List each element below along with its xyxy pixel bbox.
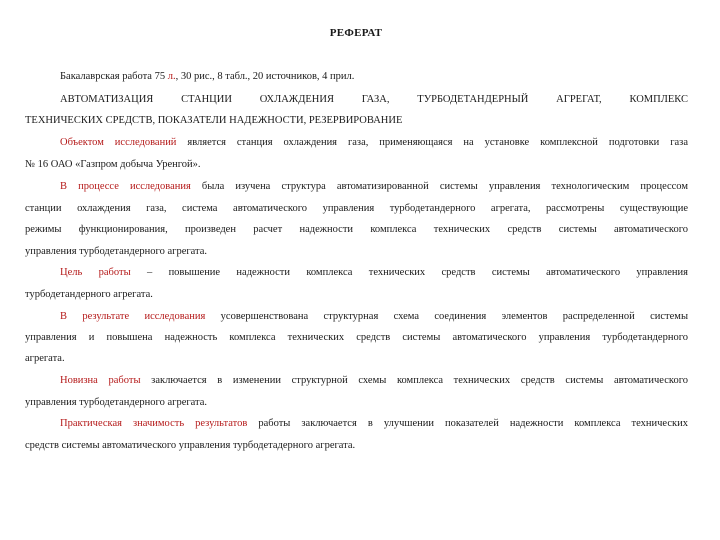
goal-text-1: – повышение надежности комплекса технических средств системы автоматического управления: [130, 267, 688, 278]
goal-paragraph-line-1: [60, 266, 688, 280]
result-text-1: усовершенствована структурная схема соединения элементов распределенной системы: [205, 311, 688, 322]
summary-rest: , 30 рис., 8 табл., 20 источников, 4 прил.: [175, 71, 355, 82]
object-label: Объектом исследований: [60, 137, 177, 148]
process-paragraph-line-1: [60, 180, 688, 194]
process-text-2: станции охлаждения газа, система автоматического управления турбодетандерного агрегата, рассмотрены существующие: [25, 203, 688, 214]
summary-line: [60, 70, 354, 84]
novelty-label: Новизна работы: [60, 375, 141, 386]
object-text-2: № 16 ОАО «Газпром добыча Уренгой».: [25, 159, 201, 170]
result-text-2: управления и повышена надежность комплекса технических средств системы автоматического управления турбодетандерного: [25, 332, 688, 343]
goal-text-2: турбодетандерного агрегата.: [25, 289, 153, 300]
result-paragraph-line-1: [60, 310, 688, 324]
keywords-line-1: АВТОМАТИЗАЦИЯ СТАНЦИИ ОХЛАЖДЕНИЯ ГАЗА, ТУРБОДЕТАНДЕРНЫЙ АГРЕГАТ, КОМПЛЕКС: [60, 94, 688, 105]
process-text-3: режимы функционирования, произведен расчет надежности комплекса технических средств системы автоматического: [25, 224, 688, 235]
novelty-paragraph-line-1: [60, 374, 688, 388]
practical-text-2: средств системы автоматического управления турбодетадерного агрегата.: [25, 440, 356, 451]
object-paragraph-line-1: [60, 136, 688, 150]
practical-text-1: работы заключается в улучшении показателей надежности комплекса технических: [247, 418, 688, 429]
summary-prefix: Бакалаврская работа 75: [60, 71, 168, 82]
object-text-1: является станция охлаждения газа, применяющаяся на установке комплексной подготовки газа: [176, 137, 688, 148]
result-text-3: агрегата.: [25, 353, 65, 364]
novelty-text-2: управления турбодетандерного агрегата.: [25, 397, 208, 408]
process-text-4: управления турбодетандерного агрегата.: [25, 246, 208, 257]
process-label: В процессе исследования: [60, 181, 191, 192]
practical-paragraph-line-1: [60, 417, 688, 431]
summary-pages: л.: [167, 71, 176, 82]
goal-label: Цель работы: [60, 267, 131, 278]
page-title: РЕФЕРАТ: [329, 27, 383, 39]
novelty-text-1: заключается в изменении структурной схемы комплекса технических средств системы автоматического: [140, 375, 688, 386]
practical-label: Практическая значимость результатов: [60, 418, 248, 429]
result-label: В результате исследования: [60, 311, 206, 322]
process-text-1: была изучена структура автоматизированной системы управления технологическим процессом: [190, 181, 689, 192]
keywords-line-2: ТЕХНИЧЕСКИХ СРЕДСТВ, ПОКАЗАТЕЛИ НАДЕЖНОСТИ, РЕЗЕРВИРОВАНИЕ: [25, 115, 403, 126]
